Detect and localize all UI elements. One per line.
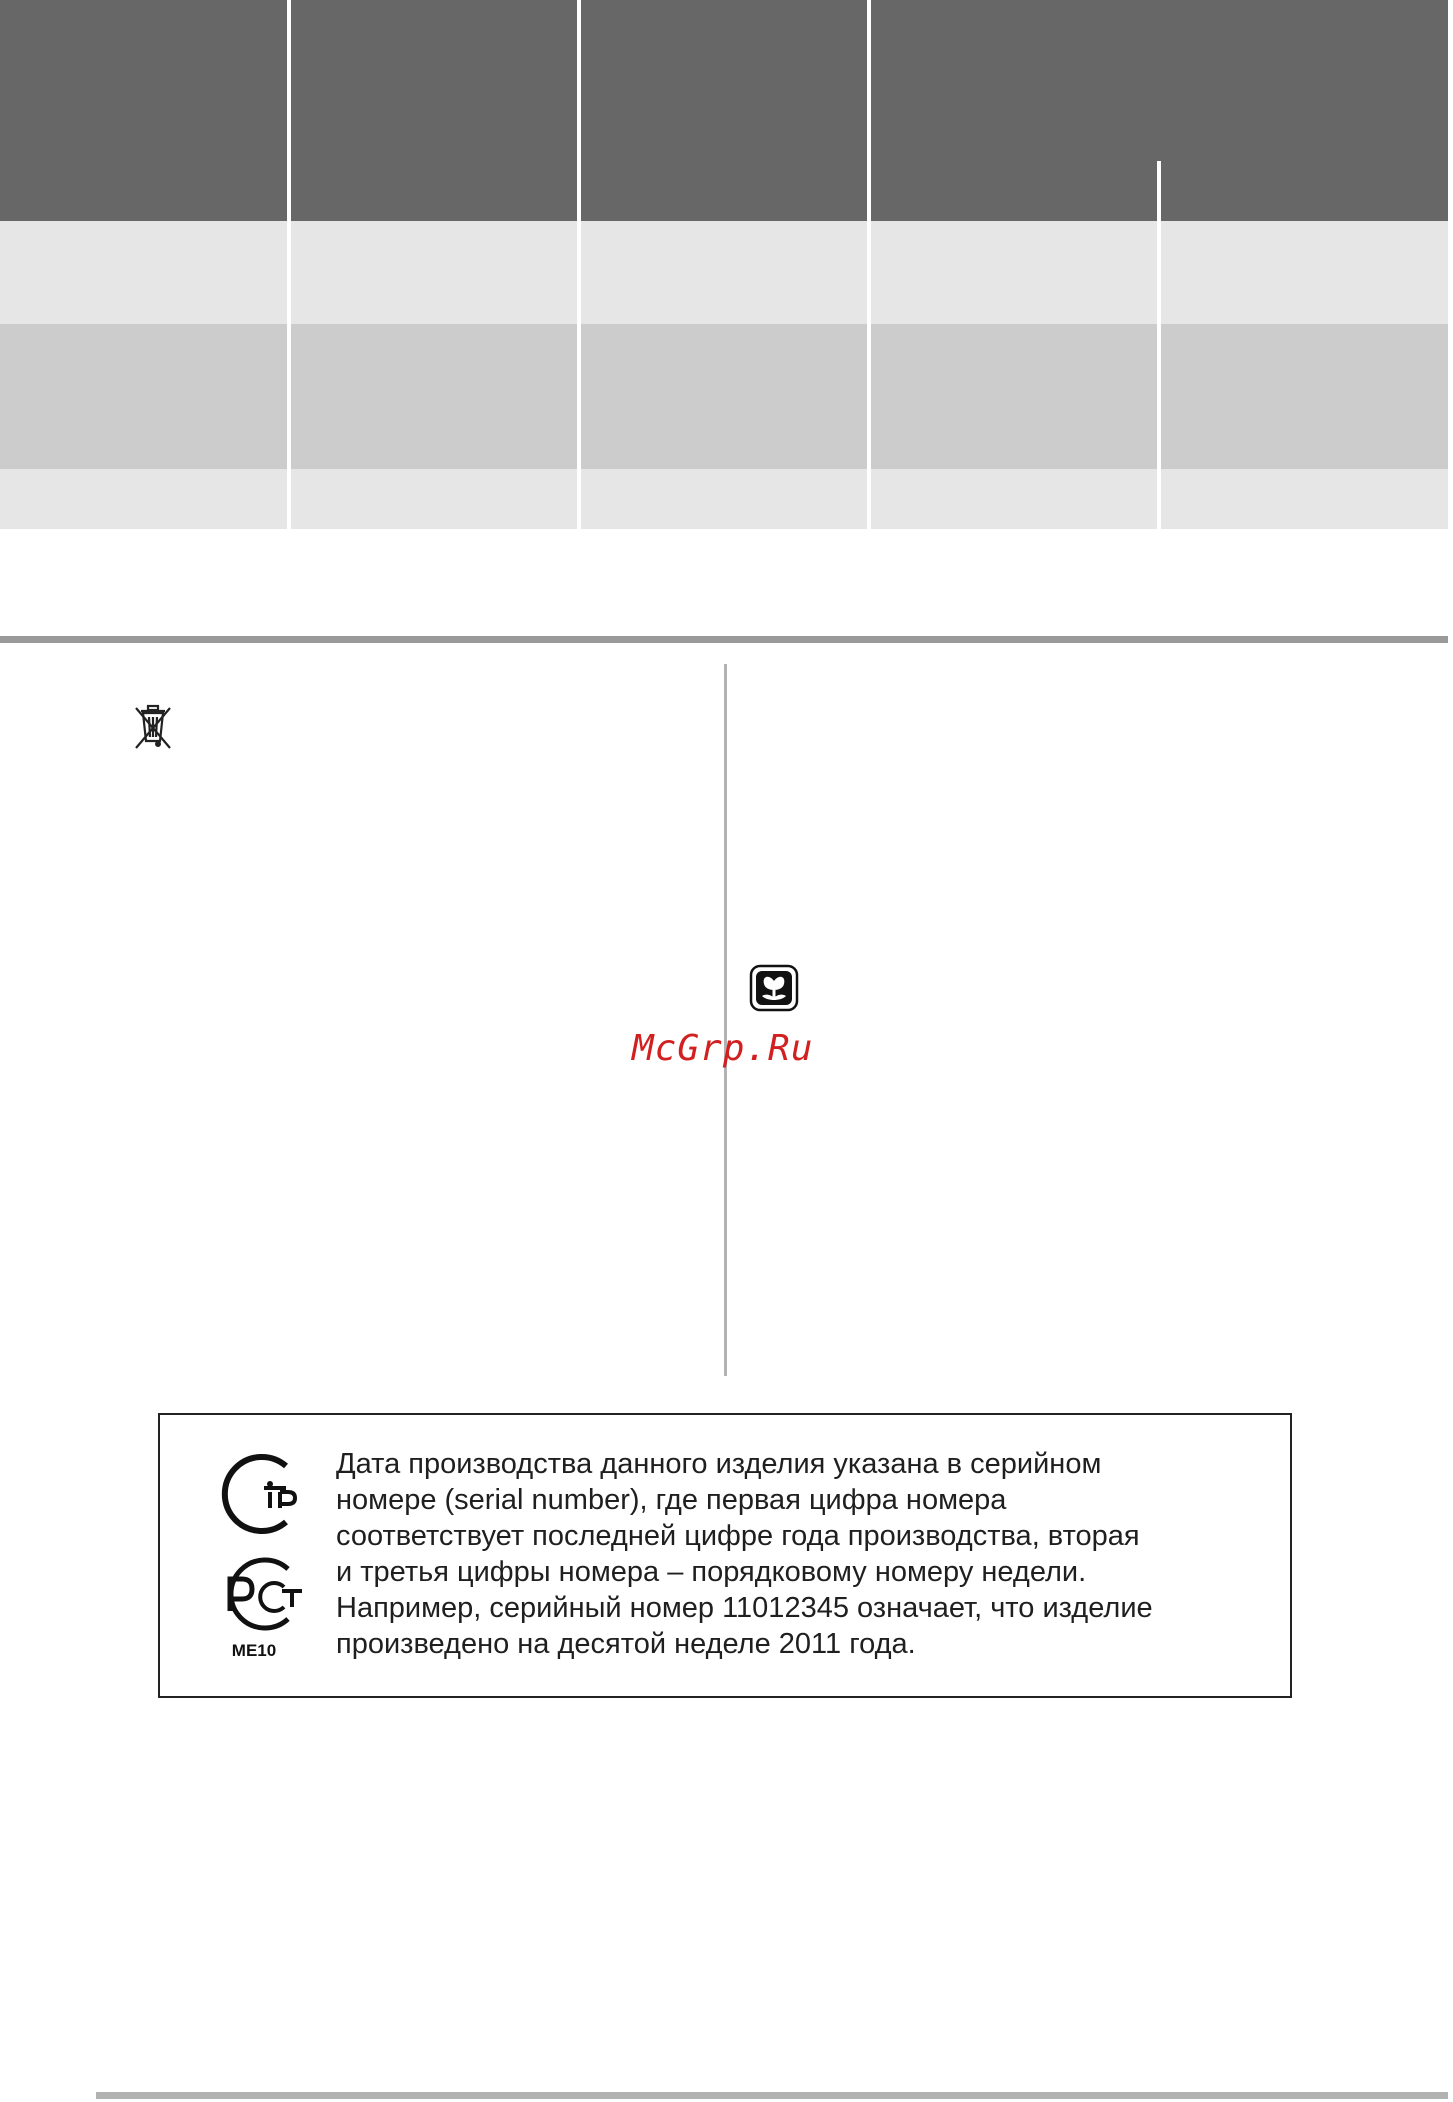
crossed-out-bin-icon	[132, 704, 174, 750]
table-row	[0, 221, 1448, 324]
table-column-divider	[1157, 161, 1161, 529]
notice-line: Например, серийный номер 11012345 означает, что изделие	[336, 1592, 1153, 1624]
table-header	[0, 0, 1448, 221]
notice-text	[336, 1446, 1276, 1662]
notice-line: Дата производства данного изделия указана в серийном	[336, 1448, 1102, 1480]
table-column-divider	[577, 0, 581, 529]
environment-flower-icon	[749, 964, 799, 1012]
notice-line: и третья цифры номера – порядковому номеру недели.	[336, 1556, 1087, 1588]
table-row	[0, 469, 1448, 529]
section-rule	[0, 636, 1448, 643]
table-row	[0, 324, 1448, 469]
eac-certification-mark	[200, 1450, 308, 1540]
notice-line: номере (serial number), где первая цифра номера	[336, 1484, 1007, 1516]
column-divider	[724, 664, 727, 1376]
notice-line: соответствует последней цифре года производства, вторая	[336, 1520, 1140, 1552]
footer-rule	[96, 2092, 1448, 2099]
table-column-divider	[867, 0, 871, 529]
watermark-text: McGrp.Ru	[632, 1028, 814, 1069]
gost-r-certification-mark	[200, 1553, 308, 1639]
table-column-divider	[287, 0, 291, 529]
certification-code: ME10	[231, 1641, 277, 1660]
notice-line: произведено на десятой неделе 2011 года.	[336, 1628, 916, 1660]
